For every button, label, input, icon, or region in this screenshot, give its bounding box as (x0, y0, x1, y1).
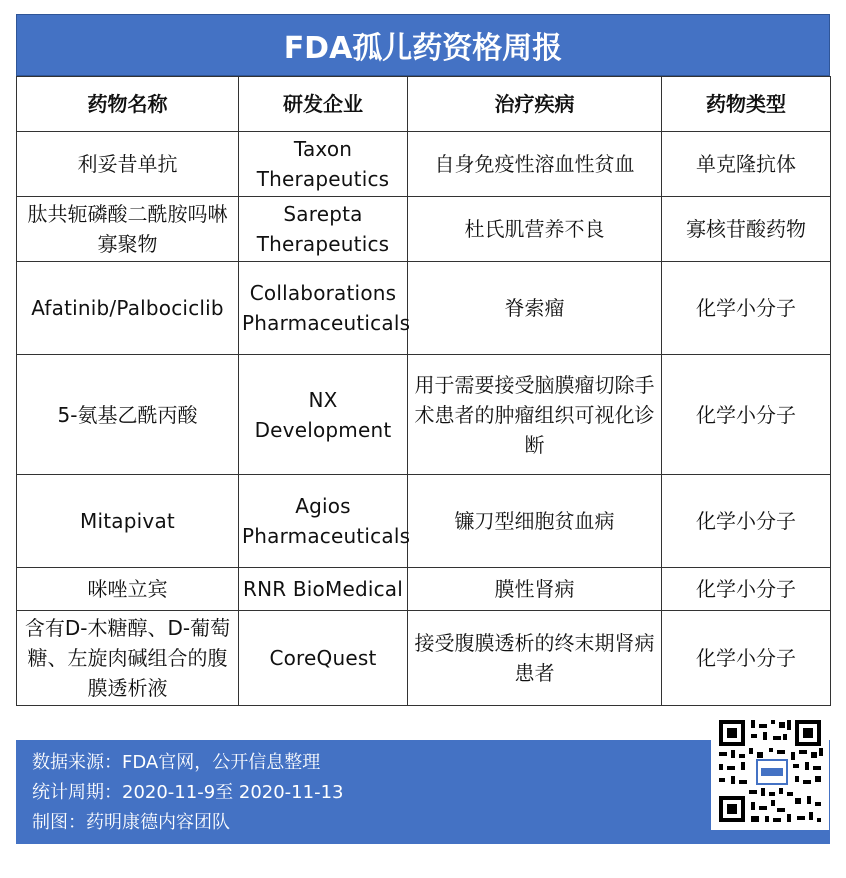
company-cell: CoreQuest (239, 611, 408, 706)
type-cell: 寡核苷酸药物 (662, 197, 831, 262)
company-cell: NX Development (239, 355, 408, 475)
table-row (17, 197, 831, 262)
disease-cell: 膜性肾病 (408, 568, 662, 611)
disease-cell: 脊索瘤 (408, 262, 662, 355)
column-header-type: 药物类型 (662, 77, 831, 132)
qr-code-icon (711, 712, 829, 830)
table-row (17, 262, 831, 355)
author-text: 制图：药明康德内容团队 (32, 812, 230, 833)
disease-cell: 自身免疫性溶血性贫血 (408, 132, 662, 197)
drug-cell: 咪唑立宾 (17, 568, 239, 611)
data-source-text: 数据来源：FDA官网，公开信息整理 (32, 752, 321, 773)
type-cell: 化学小分子 (662, 611, 831, 706)
type-cell: 化学小分子 (662, 355, 831, 475)
table-row (17, 568, 831, 611)
disease-cell: 接受腹膜透析的终末期肾病患者 (408, 611, 662, 706)
disease-cell: 杜氏肌营养不良 (408, 197, 662, 262)
orphan-drug-table (16, 76, 831, 706)
table-row (17, 355, 831, 475)
column-header-drug: 药物名称 (17, 77, 239, 132)
type-cell: 化学小分子 (662, 568, 831, 611)
drug-cell: 含有D-木糖醇、D-葡萄糖、左旋肉碱组合的腹膜透析液 (17, 611, 239, 706)
disease-cell: 用于需要接受脑膜瘤切除手术患者的肿瘤组织可视化诊断 (408, 355, 662, 475)
table-row (17, 132, 831, 197)
column-header-company: 研发企业 (239, 77, 408, 132)
stat-period-text: 统计周期：2020-11-9至 2020-11-13 (32, 782, 344, 803)
company-cell: Agios Pharmaceuticals (239, 475, 408, 568)
table-row (17, 475, 831, 568)
disease-cell: 镰刀型细胞贫血病 (408, 475, 662, 568)
company-cell: Sarepta Therapeutics (239, 197, 408, 262)
table-row (17, 611, 831, 706)
report-title: FDA孤儿药资格周报 (16, 14, 830, 76)
drug-cell: Afatinib/Palbociclib (17, 262, 239, 355)
table-header-row (17, 77, 831, 132)
type-cell: 单克隆抗体 (662, 132, 831, 197)
type-cell: 化学小分子 (662, 475, 831, 568)
drug-cell: 5-氨基乙酰丙酸 (17, 355, 239, 475)
company-cell: RNR BioMedical (239, 568, 408, 611)
drug-cell: Mitapivat (17, 475, 239, 568)
drug-cell: 利妥昔单抗 (17, 132, 239, 197)
type-cell: 化学小分子 (662, 262, 831, 355)
column-header-disease: 治疗疾病 (408, 77, 662, 132)
drug-cell: 肽共轭磷酸二酰胺吗啉寡聚物 (17, 197, 239, 262)
company-cell: Taxon Therapeutics (239, 132, 408, 197)
footer-banner (16, 740, 830, 844)
company-cell: Collaborations Pharmaceuticals (239, 262, 408, 355)
